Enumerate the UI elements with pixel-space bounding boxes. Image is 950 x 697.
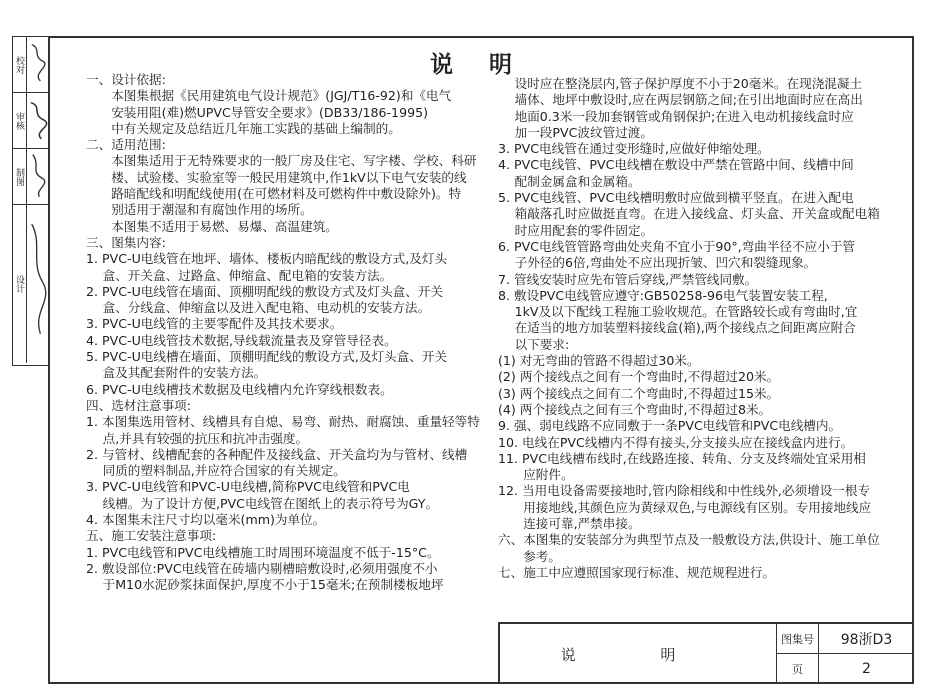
text-line: 4. PVC电线管、PVC电线槽在敷设中严禁在管路中间、线槽中间 [498, 157, 854, 173]
text-line: 1kV及以下配线工程施工验收规范。在管路较长或有弯曲时,宜 [498, 304, 858, 320]
text-line: 以下要求: [498, 336, 570, 352]
signature-label: 制图 [13, 149, 27, 204]
text-line: 地面0.3米一段加套钢管或角钢保护;在进入电动机接线盒时应 [498, 108, 854, 124]
text-line: 路暗配线和明配线使用(在可燃材料及可燃构件中敷设除外)。特 [86, 186, 462, 202]
text-line: 10. 电线在PVC线槽内不得有接头,分支接头应在接线盒内进行。 [498, 434, 854, 450]
signature-cell [13, 205, 48, 363]
text-line: (1) 对无弯曲的管路不得超过30米。 [498, 353, 700, 369]
title-block-grid [777, 624, 914, 684]
text-line: 子外径的6倍,弯曲处不应出现折皱、凹穴和裂缝现象。 [498, 255, 817, 271]
text-line: 盒及其配套附件的安装方法。 [86, 365, 267, 381]
text-line: 本图集不适用于易燃、易爆、高温建筑。 [86, 218, 338, 234]
page-row [777, 654, 914, 684]
text-line: 3. PVC-U电线管和PVC-U电线槽,简称PVC电线管和PVC电 [86, 479, 410, 495]
left-column [86, 72, 496, 594]
signature-label: 设计 [13, 205, 27, 363]
page-label: 页 [777, 654, 819, 684]
text-line: 箱敲落孔时应做挺直弯。在进入接线盒、灯头盒、开关盒或配电箱 [498, 206, 880, 222]
signature-cell [13, 37, 48, 93]
text-line: 2. PVC-U电线管在墙面、顶棚明配线的敷设方式及灯头盒、开关 [86, 283, 444, 299]
signature-cell [13, 149, 48, 205]
text-line: 时应用配套的零件固定。 [498, 222, 654, 238]
title-block [498, 622, 914, 684]
text-line: 2. 敷设部位:PVC电线管在砖墙内剔槽暗敷设时,必须用强度不小 [86, 560, 438, 576]
text-line: 5. PVC-U电线槽在墙面、顶棚明配线的敷设方式,及灯头盒、开关 [86, 349, 448, 365]
title-block-name: 说 明 [500, 624, 777, 684]
text-line: 1. PVC电线管和PVC电线槽施工时周围环境温度不低于-15°C。 [86, 544, 440, 560]
signature-strip [12, 36, 48, 366]
handwritten-signature [27, 149, 48, 202]
text-line: 别适用于潮湿和有腐蚀作用的场所。 [86, 202, 313, 218]
text-line: 七、施工中应遵照国家现行标准、规范规程进行。 [498, 564, 776, 580]
handwritten-signature [27, 37, 48, 90]
text-line: 一、设计依据: [86, 72, 166, 87]
atlas-number: 98浙D3 [840, 631, 893, 648]
text-line: 于M10水泥砂浆抹面保护,厚度不小于15毫米;在预制楼板地坪 [86, 577, 444, 593]
right-column [498, 76, 898, 581]
atlas-row [777, 624, 914, 654]
text-line: 本图集根据《民用建筑电气设计规范》(JGJ/T16-92)和《电气 [86, 88, 452, 104]
text-line: 连接可靠,严禁串接。 [498, 516, 641, 532]
text-line: 三、图集内容: [86, 234, 166, 250]
text-line: 2. 与管材、线槽配套的各种配件及接线盒、开关盒均为与管材、线槽 [86, 446, 468, 462]
text-line: 用接地线,其颜色应为黄绿双色,与电源线有区别。专用接地线应 [498, 499, 872, 515]
text-line: 点,并具有较强的抗压和抗冲击强度。 [86, 430, 309, 446]
text-line: 线槽。为了设计方便,PVC电线管在图纸上的表示符号为GY。 [86, 495, 439, 511]
text-line: 盒、分线盒、伸缩盒以及进入配电箱、电动机的安装方法。 [86, 300, 431, 316]
text-line: (3) 两个接线点之间有二个弯曲时,不得超过15米。 [498, 385, 780, 401]
text-line: (2) 两个接线点之间有一个弯曲时,不得超过20米。 [498, 369, 780, 385]
text-line: 加一段PVC波纹管过渡。 [498, 124, 653, 140]
text-line: 同质的塑料制品,并应符合国家的有关规定。 [86, 463, 346, 479]
text-line: 六、本图集的安装部分为典型节点及一般敷设方法,供设计、施工单位 [498, 532, 880, 548]
text-line: 11. PVC电线槽布线时,在线路连接、转角、分支及终端处宜采用相 [498, 450, 866, 466]
signature-label: 审核 [13, 93, 27, 148]
text-line: 4. PVC-U电线管技术数据,导线载流量表及穿管导径表。 [86, 332, 397, 348]
text-line: 五、施工安装注意事项: [86, 528, 217, 544]
handwritten-signature [27, 205, 48, 356]
text-line: 应附件。 [498, 467, 574, 483]
text-line: 8. 敷设PVC电线管应遵守:GB50258-96电气装置安装工程, [498, 287, 828, 303]
text-line: 6. PVC电线管管路弯曲处夹角不宜小于90°,弯曲半径不应小于管 [498, 238, 856, 254]
text-line: 6. PVC-U电线槽技术数据及电线槽内允许穿线根数表。 [86, 381, 393, 397]
text-line: 楼、试验楼、实验室等一般民用建筑中,作1kV以下电气安装的线 [86, 169, 467, 185]
atlas-label: 图集号 [777, 624, 819, 653]
text-line: 9. 强、弱电线路不应同敷于一条PVC电线管和PVC电线槽内。 [498, 418, 842, 434]
signature-label: 校对 [13, 37, 27, 92]
text-line: 在适当的地方加装塑料接线盒(箱),两个接线点之间距离应附合 [498, 320, 856, 336]
text-line: (4) 两个接线点之间有三个弯曲时,不得超过8米。 [498, 401, 772, 417]
text-line: 二、适用范围: [86, 137, 166, 153]
text-line: 四、选材注意事项: [86, 397, 191, 413]
text-line: 3. PVC-U电线管的主要零配件及其技术要求。 [86, 316, 343, 332]
signature-cell [13, 93, 48, 149]
text-line: 盒、开关盒、过路盒、伸缩盒、配电箱的安装方法。 [86, 267, 393, 283]
text-line: 参考。 [498, 548, 561, 564]
page-number: 2 [862, 661, 871, 677]
text-line: 1. 本图集选用管材、线槽具有自熄、易弯、耐热、耐腐蚀、重量轻等特 [86, 414, 480, 430]
text-line: 配制金属盒和金属箱。 [498, 173, 641, 189]
text-line: 1. PVC-U电线管在地坪、墙体、楼板内暗配线的敷设方式,及灯头 [86, 251, 448, 267]
text-line: 本图集适用于无特殊要求的一般厂房及住宅、写字楼、学校、科研 [86, 153, 477, 169]
handwritten-signature [27, 93, 48, 146]
text-line: 4. 本图集未注尺寸均以毫米(mm)为单位。 [86, 512, 326, 528]
text-line: 墙体、地坪中敷设时,应在两层钢筋之间;在引出地面时应在高出 [498, 92, 863, 108]
text-line: 设时应在整浇层内,管子保护厚度不小于20毫米。在现浇混凝土 [498, 76, 863, 91]
text-line: 3. PVC电线管在通过变形缝时,应做好伸缩处理。 [498, 141, 770, 157]
text-line: 7. 管线安装时应先布管后穿线,严禁管线同敷。 [498, 271, 758, 287]
text-line: 12. 当用电设备需要接地时,管内除相线和中性线外,必须增设一根专 [498, 483, 871, 499]
text-line: 中有关规定及总结近几年施工实践的基础上编制的。 [86, 120, 401, 136]
text-line: 5. PVC电线管、PVC电线槽明敷时应做到横平竖直。在进入配电 [498, 190, 854, 206]
page-title: 说 明 [430, 52, 527, 78]
text-line: 安装用阻(难)燃UPVC导管安全要求》(DB33/186-1995) [86, 104, 429, 120]
